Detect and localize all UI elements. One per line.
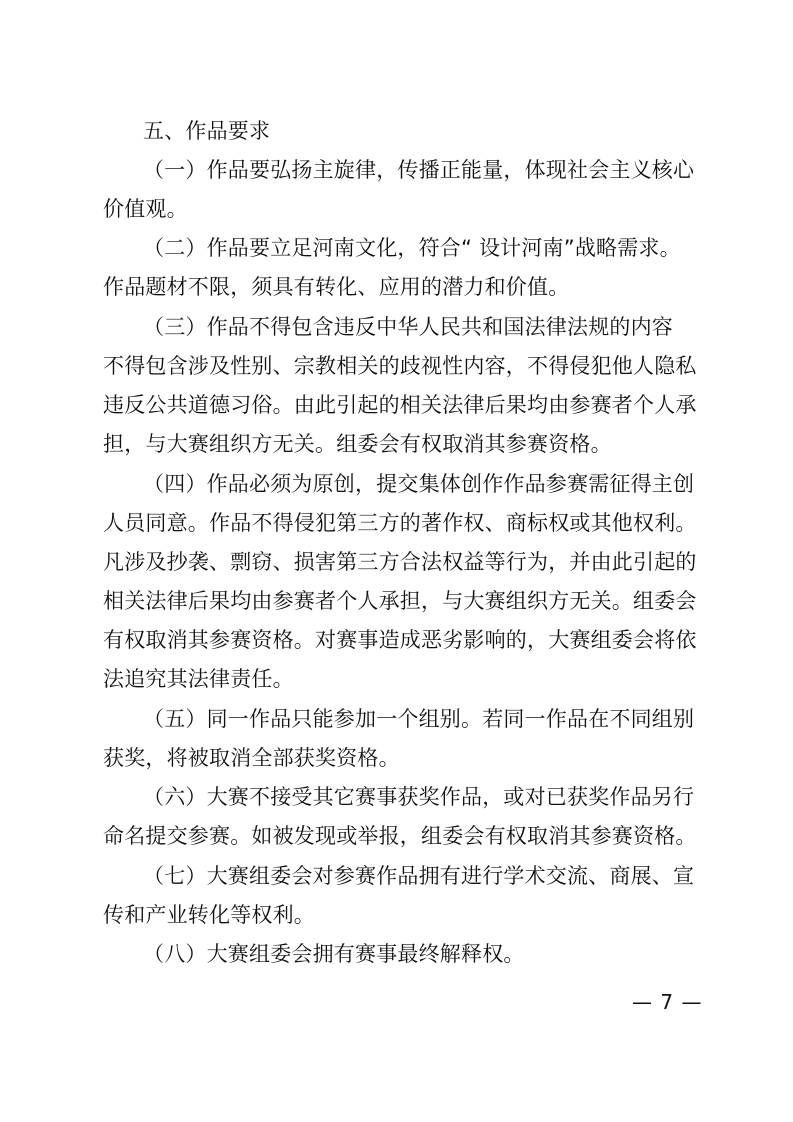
item-4-line-3: 凡涉及抄袭、剽窃、损害第三方合法权益等行为，并由此引起的 [103,550,697,574]
item-3-line-1: （三）作品不得包含违反中华人民共和国法律法规的内容 [143,315,673,339]
item-3-line-4: 担，与大赛组织方无关。组委会有权取消其参赛资格。 [103,432,612,456]
page-number: — 7 — [632,990,703,1014]
item-8-line-1: （八）大赛组委会拥有赛事最终解释权。 [143,942,525,966]
item-3-line-3: 违反公共道德习俗。由此引起的相关法律后果均由参赛者个人承 [103,393,697,417]
item-5-line-2: 获奖，将被取消全部获奖资格。 [103,746,400,770]
item-2-line-2: 作品题材不限，须具有转化、应用的潜力和价值。 [103,275,570,299]
item-6-line-2: 命名提交参赛。如被发现或举报，组委会有权取消其参赛资格。 [103,824,697,848]
section-heading: 五、作品要求 [143,119,271,143]
item-4-line-5: 有权取消其参赛资格。对赛事造成恶劣影响的，大赛组委会将依 [103,628,697,652]
item-2-line-1: （二）作品要立足河南文化，符合“ 设计河南”战略需求。 [143,236,681,260]
item-7-line-2: 传和产业转化等权利。 [103,903,315,927]
item-1-line-2: 价值观。 [103,197,188,221]
item-6-line-1: （六）大赛不接受其它赛事获奖作品，或对已获奖作品另行 [143,785,695,809]
item-7-line-1: （七）大赛组委会对参赛作品拥有进行学术交流、商展、宣 [143,864,695,888]
item-5-line-1: （五）同一作品只能参加一个组别。若同一作品在不同组别 [143,707,695,731]
item-4-line-4: 相关法律后果均由参赛者个人承担，与大赛组织方无关。组委会 [103,589,697,613]
item-3-line-2: 不得包含涉及性别、宗教相关的歧视性内容，不得侵犯他人隐私 [103,354,697,378]
item-4-line-1: （四）作品必须为原创，提交集体创作作品参赛需征得主创 [143,472,695,496]
item-1-line-1: （一）作品要弘扬主旋律，传播正能量，体现社会主义核心 [143,158,695,182]
item-4-line-2: 人员同意。作品不得侵犯第三方的著作权、商标权或其他权利。 [103,511,697,535]
item-4-line-6: 法追究其法律责任。 [103,667,294,691]
